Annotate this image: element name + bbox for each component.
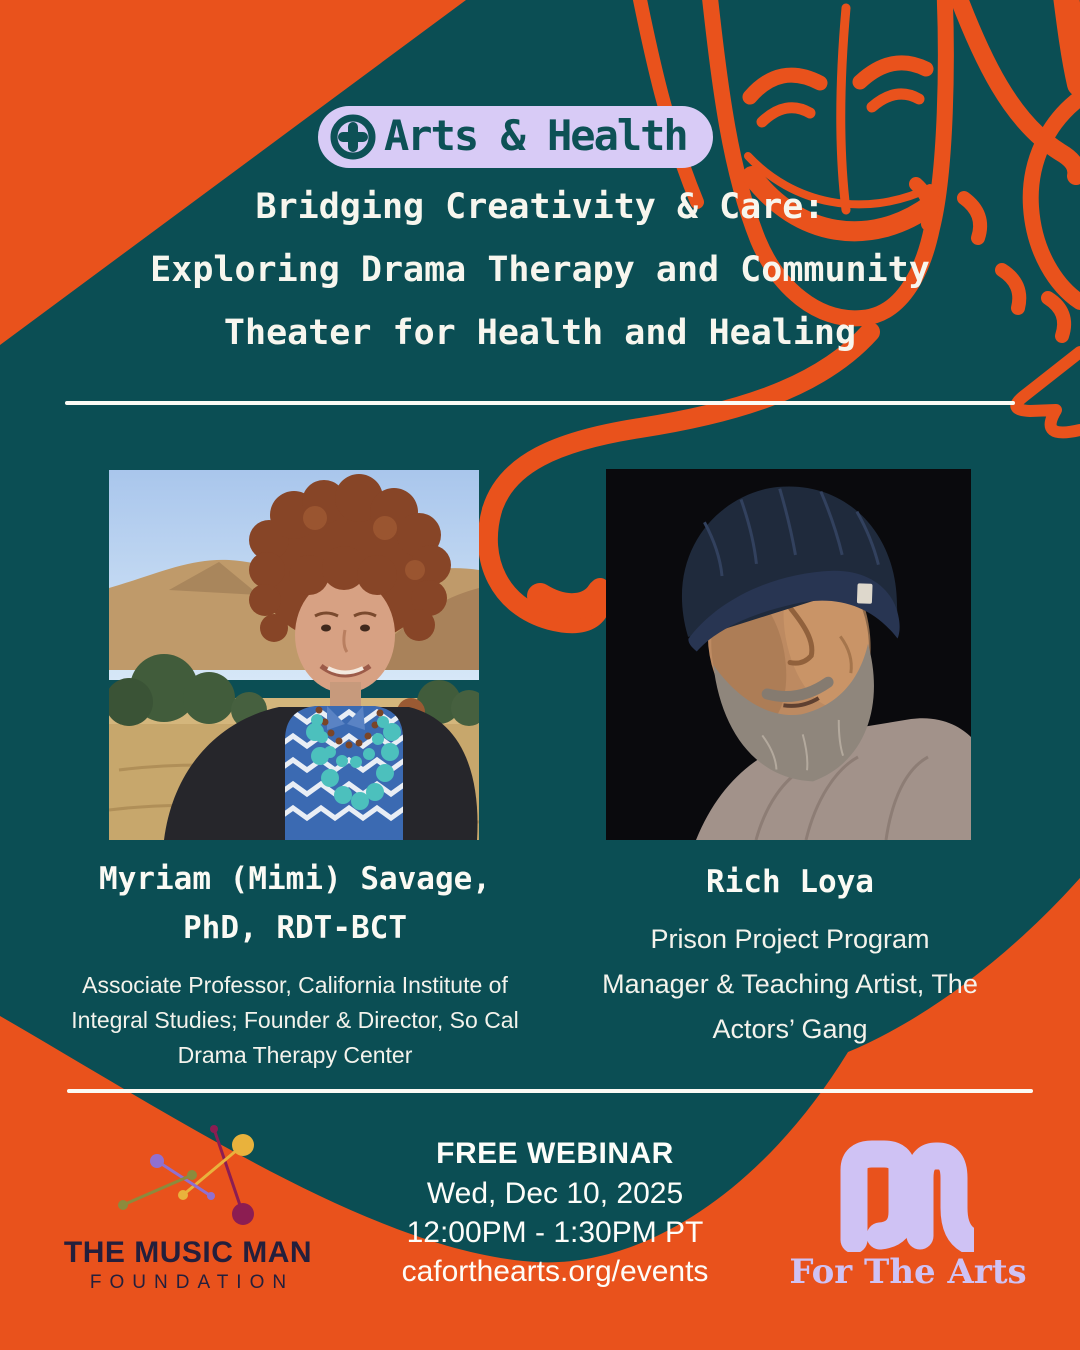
title-line-1: Bridging Creativity & Care: <box>255 187 825 227</box>
event-time: 12:00PM - 1:30PM PT <box>406 1216 704 1249</box>
speaker-name-line: Myriam (Mimi) Savage, <box>99 861 491 897</box>
speaker-bio-rich <box>555 917 1025 1052</box>
event-date: Wed, Dec 10, 2025 <box>426 1177 684 1210</box>
speaker-name-line: Rich Loya <box>706 864 874 900</box>
plus-circle-icon <box>330 114 376 160</box>
title-line-3: Theater for Health and Healing <box>223 313 857 353</box>
speaker-name-rich <box>570 858 1010 907</box>
music-man-wordmark: THE MUSIC MAN <box>63 1236 313 1269</box>
bio-line: Prison Project Program <box>650 924 930 954</box>
page-title <box>0 176 1080 365</box>
music-man-foundation-label: FOUNDATION <box>89 1272 295 1293</box>
bottom-divider <box>67 1089 1033 1093</box>
bio-line: Integral Studies; Founder & Director, So Cal <box>71 1007 519 1033</box>
bio-line: Associate Professor, California Institute of <box>82 972 508 998</box>
bio-line: Drama Therapy Center <box>177 1042 413 1068</box>
arts-health-badge <box>318 106 713 168</box>
speaker-name-myriam <box>55 855 535 953</box>
event-url: caforthearts.org/events <box>401 1255 709 1288</box>
speaker-bio-myriam <box>38 968 552 1073</box>
myriam-savage-photo <box>109 470 479 840</box>
event-type: FREE WEBINAR <box>436 1137 674 1170</box>
rich-loya-photo <box>606 469 971 840</box>
top-divider <box>65 401 1015 405</box>
ca-arts-tagline: For The Arts <box>789 1252 1027 1292</box>
event-info <box>305 1134 805 1291</box>
bio-line: Manager & Teaching Artist, The <box>602 969 978 999</box>
speaker-name-line: PhD, RDT-BCT <box>183 910 407 946</box>
ca-for-the-arts-logo-icon <box>838 1140 974 1252</box>
title-line-2: Exploring Drama Therapy and Community <box>150 250 930 290</box>
bio-line: Actors’ Gang <box>712 1014 868 1044</box>
badge-label: Arts & Health <box>384 110 687 160</box>
music-man-logo-icon <box>100 1118 290 1234</box>
